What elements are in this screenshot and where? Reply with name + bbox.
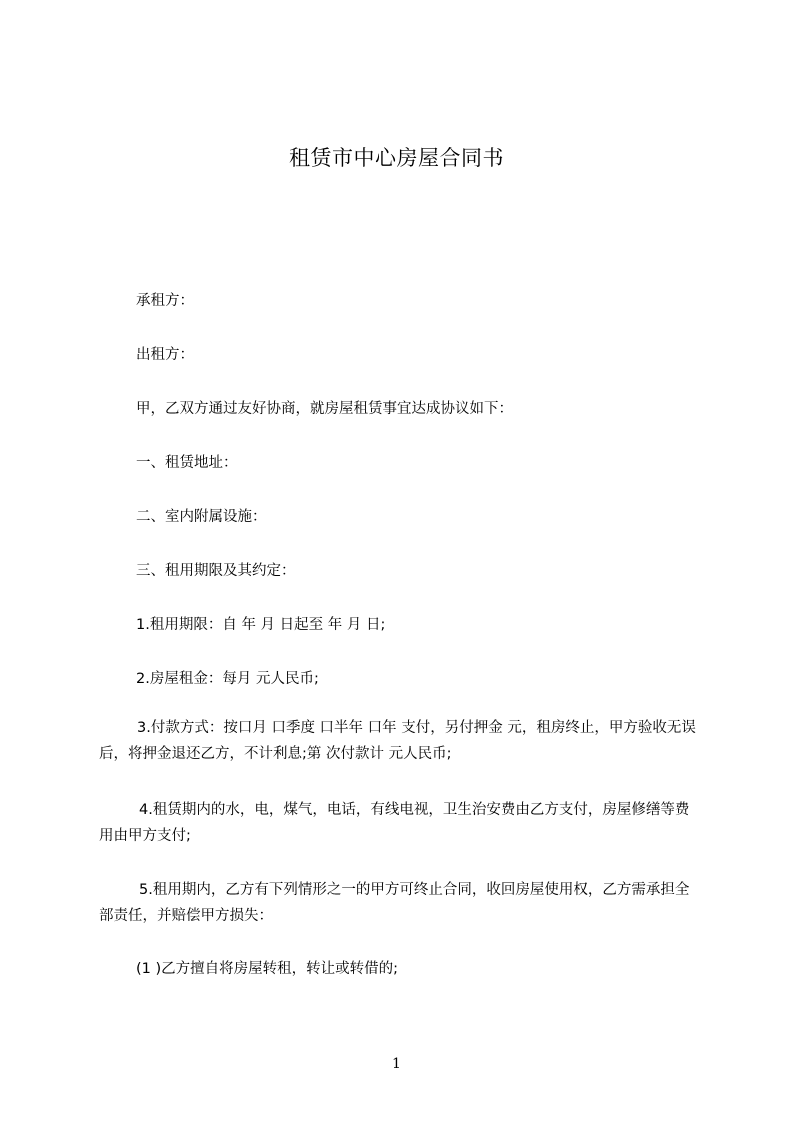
paragraph-lessor: 出租方： xyxy=(136,347,194,363)
paragraph-termination: 5.租用期内，乙方有下列情形之一的甲方可终止合同，收回房屋使用权，乙方需承担全部责任，并赔偿甲方损失： xyxy=(99,882,690,924)
paragraph-indoor-facilities: 二、室内附属设施： xyxy=(136,509,267,525)
paragraph-utilities: 4.租赁期内的水，电，煤气，电话，有线电视，卫生治安费由乙方支付，房屋修缮等费用由甲方支付; xyxy=(99,802,690,844)
paragraph-payment-method: 3.付款方式：按口月 口季度 口半年 口年 支付，另付押金 元，租房终止，甲方验收无误后，将押金退还乙方，不计利息;第 次付款计 元人民币; xyxy=(99,720,696,762)
paragraph-lease-term-heading: 三、租用期限及其约定： xyxy=(136,563,296,579)
paragraph-rent: 2.房屋租金：每月 元人民币; xyxy=(136,671,319,687)
paragraph-lease-address: 一、租赁地址： xyxy=(136,455,238,471)
document-title: 租赁市中心房屋合同书 xyxy=(289,146,504,170)
paragraph-sublet-clause: (1 )乙方擅自将房屋转租，转让或转借的; xyxy=(136,961,399,977)
page-number: 1 xyxy=(392,1056,401,1072)
paragraph-lessee: 承租方： xyxy=(136,293,194,309)
paragraph-lease-period: 1.租用期限：自 年 月 日起至 年 月 日; xyxy=(136,617,386,633)
paragraph-agreement-intro: 甲，乙双方通过友好协商，就房屋租赁事宜达成协议如下： xyxy=(136,401,513,417)
